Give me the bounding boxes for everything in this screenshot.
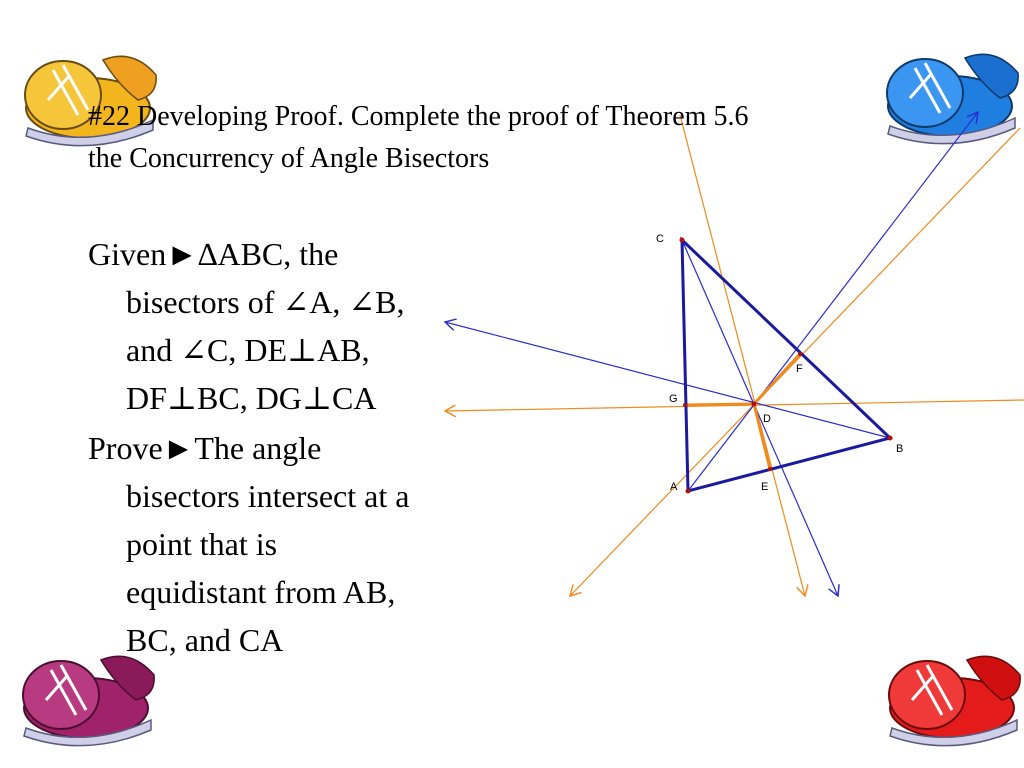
point-g — [683, 403, 687, 407]
label-e: E — [761, 481, 769, 493]
label-d: D — [763, 413, 771, 425]
label-g: G — [669, 393, 678, 405]
orange-line-3 — [570, 128, 1020, 596]
given-paragraph — [88, 230, 498, 422]
point-c — [680, 238, 685, 243]
blue-bisector-b — [445, 322, 890, 438]
point-e — [768, 467, 772, 471]
label-f: F — [796, 363, 803, 375]
segment-df — [754, 354, 800, 404]
given-line: DF⊥BC, DG⊥CA — [126, 380, 377, 416]
label-a: A — [670, 481, 678, 493]
point-f — [798, 352, 802, 356]
slide-title-line-2: the Concurrency of Angle Bisectors — [88, 143, 490, 174]
given-line: Given►∆ABC, the — [88, 236, 339, 272]
prove-paragraph — [88, 424, 498, 664]
prove-line: point that is — [126, 526, 278, 562]
slide-title — [88, 96, 908, 180]
given-line: bisectors of ∠A, ∠B, — [126, 284, 405, 320]
point-a — [686, 489, 691, 494]
segment-dg — [685, 404, 754, 405]
prove-line: Prove►The angle — [88, 430, 322, 466]
point-d — [752, 402, 757, 407]
proof-body — [88, 230, 498, 664]
point-b — [888, 436, 893, 441]
label-b: B — [896, 443, 904, 455]
prove-line: equidistant from AB, — [126, 574, 396, 610]
prove-line: bisectors intersect at a — [126, 478, 410, 514]
prove-line: BC, and CA — [126, 622, 284, 658]
given-line: and ∠C, DE⊥AB, — [126, 332, 370, 368]
orange-line-1 — [680, 115, 805, 596]
label-c: C — [656, 233, 664, 245]
slide-title-line-1: #22 Developing Proof. Complete the proof of Theorem 5.6 — [88, 101, 749, 132]
triangle-abc — [682, 240, 890, 491]
